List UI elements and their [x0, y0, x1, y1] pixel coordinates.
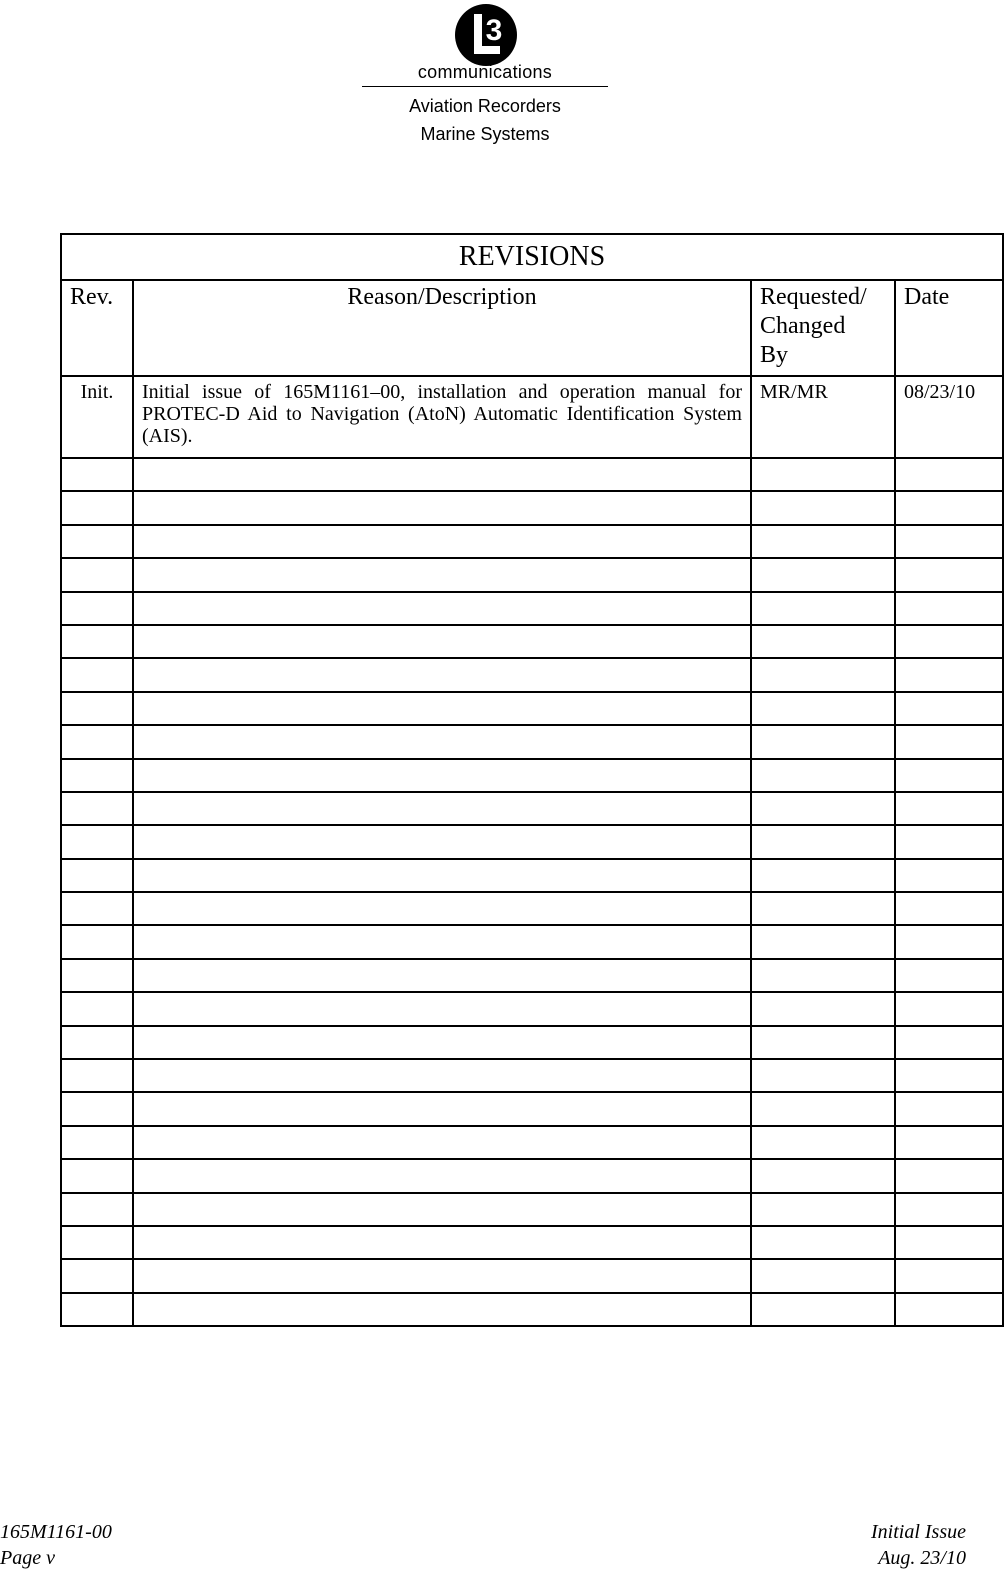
empty-cell	[751, 1293, 895, 1326]
empty-cell	[133, 1126, 751, 1159]
empty-cell	[61, 859, 133, 892]
empty-cell	[133, 658, 751, 691]
table-row	[61, 992, 1003, 1025]
empty-cell	[895, 859, 1003, 892]
svg-text:3: 3	[485, 14, 503, 47]
empty-cell	[751, 825, 895, 858]
empty-cell	[751, 1059, 895, 1092]
empty-cell	[61, 1293, 133, 1326]
empty-cell	[133, 692, 751, 725]
empty-cell	[895, 625, 1003, 658]
cell-description	[133, 376, 751, 458]
empty-cell	[133, 892, 751, 925]
empty-cell	[61, 525, 133, 558]
empty-cell	[751, 692, 895, 725]
empty-cell	[61, 1092, 133, 1125]
issue-label: Initial Issue	[871, 1521, 966, 1543]
blank-rows	[61, 458, 1003, 1326]
empty-cell	[61, 658, 133, 691]
empty-cell	[61, 1026, 133, 1059]
empty-cell	[751, 592, 895, 625]
empty-cell	[895, 1126, 1003, 1159]
table-row	[61, 725, 1003, 758]
empty-cell	[61, 759, 133, 792]
empty-cell	[751, 1126, 895, 1159]
empty-cell	[133, 959, 751, 992]
table-row	[61, 592, 1003, 625]
empty-cell	[895, 959, 1003, 992]
logo-divider	[362, 86, 608, 87]
empty-cell	[133, 1193, 751, 1226]
table-row	[61, 1026, 1003, 1059]
empty-cell	[133, 525, 751, 558]
empty-cell	[751, 892, 895, 925]
empty-cell	[895, 692, 1003, 725]
empty-cell	[751, 491, 895, 524]
empty-cell	[895, 1293, 1003, 1326]
doc-number: 165M1161-00	[0, 1521, 112, 1543]
empty-cell	[895, 658, 1003, 691]
empty-cell	[133, 1059, 751, 1092]
empty-cell	[61, 1126, 133, 1159]
table-row	[61, 625, 1003, 658]
empty-cell	[895, 1059, 1003, 1092]
empty-cell	[895, 1226, 1003, 1259]
empty-cell	[751, 525, 895, 558]
empty-cell	[895, 1259, 1003, 1292]
table-row	[61, 376, 1003, 458]
empty-cell	[895, 491, 1003, 524]
empty-cell	[895, 1159, 1003, 1192]
cell-date: 08/23/10	[895, 376, 1003, 458]
table-row	[61, 1226, 1003, 1259]
empty-cell	[895, 825, 1003, 858]
empty-cell	[895, 725, 1003, 758]
empty-cell	[133, 1092, 751, 1125]
col-header-requested-by: Requested/ Changed By	[751, 280, 895, 376]
empty-cell	[61, 825, 133, 858]
table-row	[61, 825, 1003, 858]
table-row	[61, 558, 1003, 591]
empty-cell	[133, 625, 751, 658]
table-row	[61, 925, 1003, 958]
footer-left	[0, 1519, 112, 1571]
empty-cell	[133, 792, 751, 825]
empty-cell	[895, 1026, 1003, 1059]
empty-cell	[751, 458, 895, 491]
col-header-description: Reason/Description	[133, 280, 751, 376]
empty-cell	[133, 825, 751, 858]
table-row	[61, 1059, 1003, 1092]
empty-cell	[61, 625, 133, 658]
empty-cell	[751, 1226, 895, 1259]
l3-logo-icon	[454, 4, 518, 66]
col-header-rev: Rev.	[61, 280, 133, 376]
empty-cell	[895, 792, 1003, 825]
empty-cell	[751, 658, 895, 691]
empty-cell	[61, 592, 133, 625]
empty-cell	[895, 892, 1003, 925]
empty-cell	[895, 525, 1003, 558]
empty-cell	[133, 491, 751, 524]
empty-cell	[751, 1092, 895, 1125]
empty-cell	[895, 759, 1003, 792]
empty-cell	[133, 1159, 751, 1192]
table-row	[61, 1293, 1003, 1326]
empty-cell	[133, 592, 751, 625]
description-text: Initial issue of 165M1161–00, installation and operation manual for PROTEC-D Aid to Navigation (AtoN) Automatic Identification System (AIS).	[142, 381, 742, 447]
empty-cell	[133, 1259, 751, 1292]
table-row	[61, 892, 1003, 925]
empty-cell	[133, 925, 751, 958]
empty-cell	[61, 1226, 133, 1259]
table-row	[61, 959, 1003, 992]
empty-cell	[133, 1226, 751, 1259]
table-header-row	[61, 280, 1003, 376]
empty-cell	[61, 458, 133, 491]
empty-cell	[61, 925, 133, 958]
footer-right	[871, 1519, 966, 1571]
table-row	[61, 1126, 1003, 1159]
table-row	[61, 491, 1003, 524]
issue-date: Aug. 23/10	[878, 1547, 966, 1569]
table-row	[61, 1159, 1003, 1192]
company-logo	[360, 0, 610, 160]
empty-cell	[751, 558, 895, 591]
empty-cell	[751, 925, 895, 958]
table-row	[61, 1193, 1003, 1226]
empty-cell	[133, 558, 751, 591]
company-name: communications	[417, 62, 553, 82]
empty-cell	[895, 925, 1003, 958]
empty-cell	[61, 1193, 133, 1226]
empty-cell	[751, 1193, 895, 1226]
division-marine: Marine Systems	[420, 124, 550, 144]
empty-cell	[61, 792, 133, 825]
empty-cell	[133, 992, 751, 1025]
table-row	[61, 792, 1003, 825]
table-row	[61, 458, 1003, 491]
empty-cell	[895, 1193, 1003, 1226]
empty-cell	[133, 1026, 751, 1059]
empty-cell	[133, 859, 751, 892]
empty-cell	[751, 725, 895, 758]
empty-cell	[61, 959, 133, 992]
division-aviation: Aviation Recorders	[409, 96, 561, 116]
empty-cell	[61, 1259, 133, 1292]
empty-cell	[751, 759, 895, 792]
empty-cell	[133, 725, 751, 758]
cell-requested-by: MR/MR	[751, 376, 895, 458]
revisions-title: REVISIONS	[61, 234, 1003, 280]
cell-rev: Init.	[61, 376, 133, 458]
empty-cell	[895, 558, 1003, 591]
empty-cell	[751, 992, 895, 1025]
empty-cell	[133, 1293, 751, 1326]
empty-cell	[133, 458, 751, 491]
table-row	[61, 658, 1003, 691]
table-row	[61, 1092, 1003, 1125]
empty-cell	[895, 592, 1003, 625]
empty-cell	[61, 992, 133, 1025]
empty-cell	[61, 1159, 133, 1192]
empty-cell	[61, 491, 133, 524]
empty-cell	[895, 458, 1003, 491]
table-row	[61, 525, 1003, 558]
empty-cell	[751, 625, 895, 658]
empty-cell	[133, 759, 751, 792]
page-number: Page v	[0, 1547, 55, 1569]
empty-cell	[61, 692, 133, 725]
empty-cell	[751, 959, 895, 992]
empty-cell	[61, 725, 133, 758]
empty-cell	[751, 792, 895, 825]
empty-cell	[751, 859, 895, 892]
empty-cell	[61, 892, 133, 925]
empty-cell	[61, 558, 133, 591]
empty-cell	[751, 1159, 895, 1192]
empty-cell	[895, 1092, 1003, 1125]
empty-cell	[895, 992, 1003, 1025]
empty-cell	[61, 1059, 133, 1092]
table-row	[61, 1259, 1003, 1292]
table-row	[61, 692, 1003, 725]
table-row	[61, 759, 1003, 792]
empty-cell	[751, 1259, 895, 1292]
col-header-date: Date	[895, 280, 1003, 376]
empty-cell	[751, 1026, 895, 1059]
table-row	[61, 859, 1003, 892]
revisions-table	[60, 233, 1004, 1327]
